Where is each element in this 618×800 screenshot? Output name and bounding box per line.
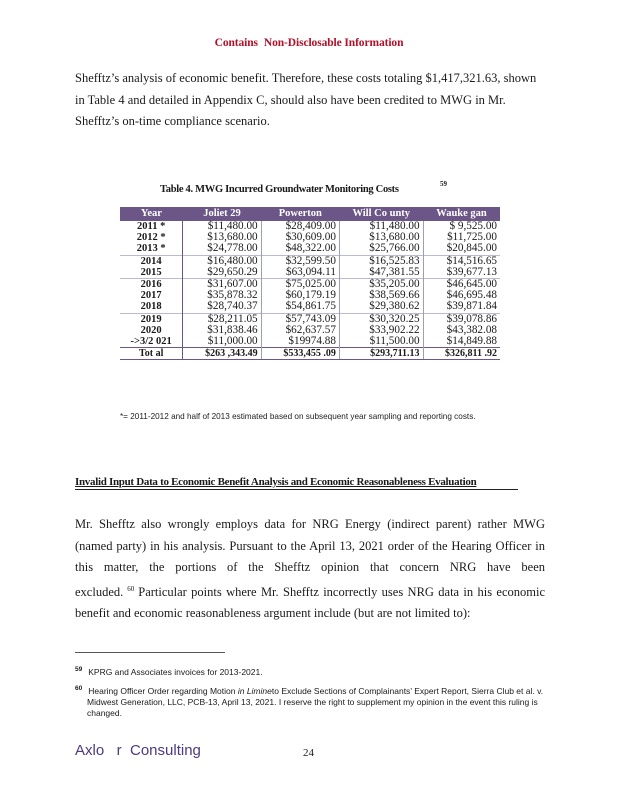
- confidentiality-header: [0, 37, 618, 49]
- cell-waukegan: $ 9,525.00: [449, 220, 497, 232]
- cell-year: 2019: [120, 313, 183, 325]
- footnote-60-text-a: Hearing Officer Order regarding Motion: [88, 685, 238, 696]
- cell-waukegan: $20,845.00: [446, 242, 497, 255]
- cell-will-county: $38,569.66: [339, 290, 423, 301]
- cell-will-county: $11,480.00: [339, 221, 423, 232]
- cell-will-county: $11,500.00: [339, 336, 423, 348]
- cell-joliet: $29,650.29: [183, 267, 261, 279]
- cell-powerton: $63,094.11: [261, 267, 339, 279]
- cell-year: 2013 *: [120, 243, 183, 255]
- cell-year: 2017: [120, 290, 183, 301]
- cell-powerton: $28,409.00: [261, 221, 339, 232]
- body-text-b: Particular points where Mr. Shefftz incorrectly uses NRG data in his economic benefit and economic reasonableness argument include (but are not limited to):: [75, 584, 545, 621]
- table-caption-footnote: 59: [440, 180, 447, 188]
- total-year: Tot al: [120, 348, 183, 360]
- cell-year: 2011 *: [120, 221, 183, 232]
- cell-will-county: $33,902.22: [339, 325, 423, 336]
- table-note: *= 2011-2012 and half of 2013 estimated based on subsequent year sampling and reporting costs.: [120, 412, 476, 421]
- cell-powerton: $60,179.19: [261, 290, 339, 301]
- section-underline: [75, 489, 518, 490]
- cell-will-county: $29,380.62: [339, 301, 423, 313]
- footnote-60-marker: 60: [75, 685, 83, 692]
- groundwater-costs-table: [120, 207, 500, 360]
- cell-waukegan: $39,871.84: [446, 300, 497, 313]
- total-powerton: $533,455 .09: [261, 348, 339, 360]
- page-number: 24: [303, 747, 314, 759]
- cell-powerton: $32,599.50: [261, 255, 339, 267]
- cell-joliet: $11,000.00: [183, 336, 261, 348]
- cell-waukegan: $11,725.00: [447, 231, 497, 244]
- cell-waukegan: $46,695.48: [446, 289, 497, 302]
- header-contains: Contains: [214, 37, 258, 49]
- cell-powerton: $75,025.00: [261, 279, 339, 291]
- cell-year: 2012 *: [120, 232, 183, 243]
- body-text-a: Mr. Shefftz also wrongly employs data for NRG Energy (indirect parent) rather MWG (named party) in his analysis. Pursuant to the April 13, 2021 order of the Hearing Officer in this matter, the portions of the Shefftz opinion that concern NRG have been excluded.: [75, 517, 545, 599]
- cell-powerton: $30,609.00: [261, 232, 339, 243]
- table-header-row: [120, 207, 500, 221]
- column-header-joliet: Joliet 29: [183, 207, 261, 221]
- footnote-59-marker: 59: [75, 666, 83, 673]
- column-header-powerton: Powerton: [261, 207, 339, 221]
- cell-joliet: $28,211.05: [183, 313, 261, 325]
- cell-powerton: $54,861.75: [261, 301, 339, 313]
- cell-waukegan: $39,078.86: [423, 313, 500, 325]
- table-row: [120, 243, 500, 255]
- cell-will-county: $35,205.00: [339, 279, 423, 291]
- body-paragraph: [75, 514, 545, 625]
- cell-will-county: $47,381.55: [339, 267, 423, 279]
- total-waukegan: $326,811 .92: [423, 348, 500, 360]
- table-caption: Table 4. MWG Incurred Groundwater Monitoring Costs: [160, 184, 399, 195]
- table-row: [120, 336, 500, 348]
- cell-joliet: $31,607.00: [183, 279, 261, 291]
- cell-joliet: $28,740.37: [183, 301, 261, 313]
- cell-powerton: $57,743.09: [261, 313, 339, 325]
- footer-brand: Axlo r Consulting: [75, 742, 201, 759]
- cell-year: ->3/2 021: [120, 336, 183, 348]
- total-will-county: $293,711.13: [339, 348, 423, 360]
- intro-paragraph: Shefftz’s analysis of economic benefit. Therefore, these costs totaling $1,417,321.63, shown in Table 4 and detailed in Appendix C, should also have been credited to MWG in Mr. Shefftz’s on-time compliance scenario.: [75, 71, 537, 128]
- cell-will-county: $25,766.00: [339, 243, 423, 255]
- footnote-59-text: KPRG and Associates invoices for 2013-2021.: [88, 666, 263, 677]
- cell-year: 2015: [120, 267, 183, 279]
- total-joliet: $263 ,343.49: [183, 348, 261, 360]
- cell-powerton: $48,322.00: [261, 243, 339, 255]
- footnote-59: [75, 664, 545, 678]
- column-header-waukegan: Wauke gan: [423, 207, 500, 221]
- cell-will-county: $16,525.83: [339, 255, 423, 267]
- column-header-will-county: Will Co unty: [339, 207, 423, 221]
- footnote-separator: [75, 652, 225, 653]
- cell-waukegan: $43,382.08: [446, 323, 497, 336]
- table-total-row: [120, 348, 500, 360]
- cell-year: 2014: [120, 255, 183, 267]
- cell-joliet: $13,680.00: [183, 232, 261, 243]
- table-row: [120, 301, 500, 313]
- footnote-60-italic: in Limine: [237, 685, 272, 696]
- cell-will-county: $30,320.25: [339, 313, 423, 325]
- cell-joliet: $31,838.46: [183, 325, 261, 336]
- cell-year: 2018: [120, 301, 183, 313]
- cell-waukegan: $14,849.88: [446, 335, 497, 348]
- footnote-ref-60: 60: [127, 584, 135, 593]
- cell-waukegan: $14,516.65: [423, 255, 500, 267]
- header-non-disclosable: Non-Disclosable Information: [263, 37, 404, 49]
- cell-powerton: $62,637.57: [261, 325, 339, 336]
- cell-joliet: $11,480.00: [183, 221, 261, 232]
- section-heading: Invalid Input Data to Economic Benefit Analysis and Economic Reasonableness Evaluation: [75, 476, 477, 488]
- cell-year: 2016: [120, 279, 183, 291]
- footnote-60-text-b: to Exclude Sections of Complainants’ Expert Report, Sierra Club et al. v. Midwest Generation, LLC, PCB-13, April 13, 2021. I reserve the right to supplement my opinion in the event this ruling is changed.: [87, 685, 544, 718]
- cell-joliet: $16,480.00: [183, 255, 261, 267]
- cell-will-county: $13,680.00: [339, 232, 423, 243]
- cell-joliet: $35,878.32: [183, 290, 261, 301]
- cell-waukegan: $46,645.00: [423, 279, 500, 291]
- cell-year: 2020: [120, 325, 183, 336]
- cell-joliet: $24,778.00: [183, 243, 261, 255]
- cell-waukegan: $39,677.13: [446, 265, 497, 278]
- cell-powerton: $19974.88: [261, 336, 339, 348]
- table-row: [120, 267, 500, 279]
- footnote-60: [75, 683, 557, 719]
- column-header-year: Year: [120, 207, 183, 221]
